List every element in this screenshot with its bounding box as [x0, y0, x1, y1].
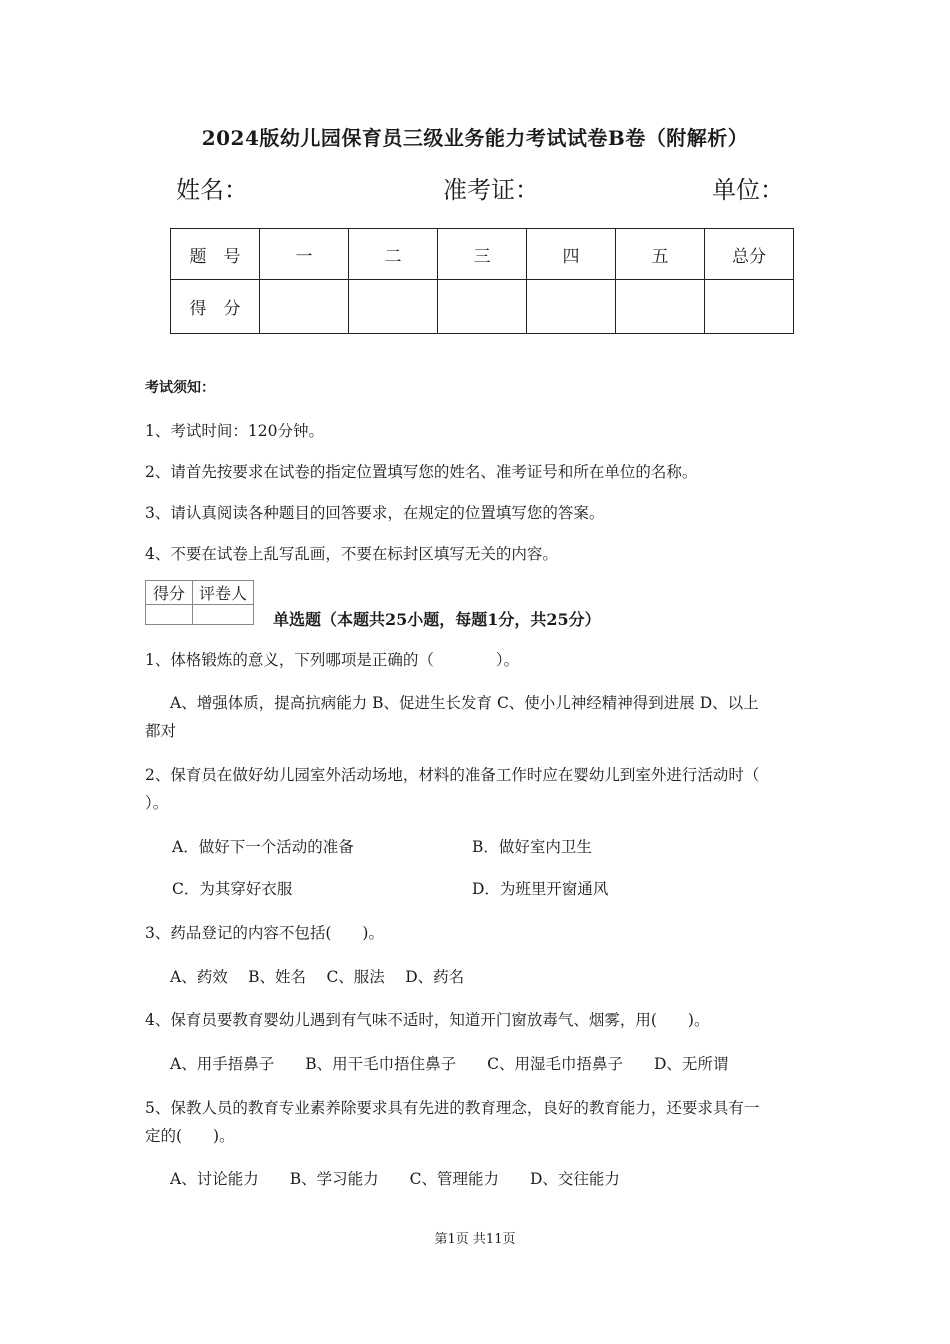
score-cell[interactable]: [705, 280, 794, 334]
score-table-header-row: [171, 229, 794, 280]
exam-id-label: 准考证：: [443, 176, 539, 204]
question-option: D．为班里开窗通风: [472, 880, 609, 898]
grader-score-label: 得分: [146, 581, 193, 605]
question-options: A、用手捂鼻子 B、用干毛巾捂住鼻子 C、用湿毛巾捂鼻子 D、无所谓: [170, 1055, 729, 1073]
score-header-cell: 二: [349, 229, 438, 280]
score-header-cell: 五: [616, 229, 705, 280]
question-stem: 4、保育员要教育婴幼儿遇到有气味不适时，知道开门窗放毒气、烟雾，用( )。: [145, 1011, 710, 1029]
question-option: C．为其穿好衣服: [172, 880, 293, 898]
page-title: 2024版幼儿园保育员三级业务能力考试试卷B卷（附解析）: [201, 126, 749, 150]
question-stem: 3、药品登记的内容不包括( )。: [145, 924, 384, 942]
score-table: [170, 228, 794, 334]
notice-title: 考试须知：: [145, 380, 215, 396]
notice-item: 3、请认真阅读各种题目的回答要求，在规定的位置填写您的答案。: [145, 504, 605, 522]
question-option: B．做好室内卫生: [472, 838, 592, 856]
question-options: A、药效 B、姓名 C、服法 D、药名: [170, 968, 465, 986]
unit-label: 单位：: [712, 176, 784, 204]
score-cell[interactable]: [349, 280, 438, 334]
notice-item: 4、不要在试卷上乱写乱画，不要在标封区填写无关的内容。: [145, 545, 558, 563]
score-table-score-row: [171, 280, 794, 334]
question-options: A、讨论能力 B、学习能力 C、管理能力 D、交往能力: [170, 1170, 620, 1188]
question-options: A、增强体质，提高抗病能力 B、促进生长发育 C、使小儿神经精神得到进展 D、以上: [170, 694, 759, 712]
score-cell[interactable]: [616, 280, 705, 334]
grader-table: [145, 580, 254, 625]
question-stem: 定的( )。: [145, 1127, 235, 1145]
question-stem: 1、体格锻炼的意义，下列哪项是正确的（ ）。: [145, 651, 520, 669]
score-cell[interactable]: [527, 280, 616, 334]
grader-label: 评卷人: [193, 581, 254, 605]
score-cell[interactable]: [260, 280, 349, 334]
section-title: 单选题（本题共25小题，每题1分，共25分）: [273, 610, 601, 629]
page-footer: 第1页 共11页: [434, 1232, 516, 1247]
grader-name-cell[interactable]: [193, 605, 254, 625]
notice-item: 2、请首先按要求在试卷的指定位置填写您的姓名、准考证号和所在单位的名称。: [145, 463, 698, 481]
score-header-cell: 题 号: [171, 229, 260, 280]
name-label: 姓名：: [176, 176, 248, 204]
question-options: 都对: [145, 722, 177, 740]
score-header-cell: 三: [438, 229, 527, 280]
score-row-label: 得 分: [171, 280, 260, 334]
question-stem: 2、保育员在做好幼儿园室外活动场地，材料的准备工作时应在婴幼儿到室外进行活动时（: [145, 766, 760, 784]
question-option: A．做好下一个活动的准备: [172, 838, 354, 856]
notice-item: 1、考试时间：120分钟。: [145, 422, 324, 440]
question-stem: ）。: [145, 794, 169, 812]
score-header-cell: 总分: [705, 229, 794, 280]
score-header-cell: 四: [527, 229, 616, 280]
score-header-cell: 一: [260, 229, 349, 280]
question-stem: 5、保教人员的教育专业素养除要求具有先进的教育理念，良好的教育能力，还要求具有一: [145, 1099, 760, 1117]
grader-score-cell[interactable]: [146, 605, 193, 625]
score-cell[interactable]: [438, 280, 527, 334]
